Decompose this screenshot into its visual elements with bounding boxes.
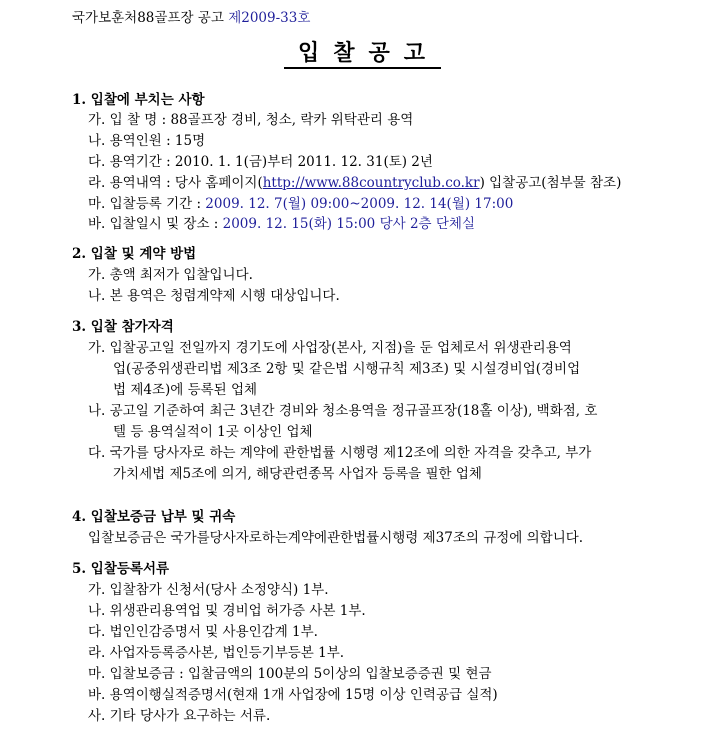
- s5-item-e: 마. 입찰보증금 : 입찰금액의 100분의 5이상의 입찰보증증권 및 현금: [88, 666, 492, 682]
- s5-item-d: 라. 사업자등록증사본, 법인등기부등본 1부.: [88, 645, 345, 661]
- section-2-heading: 2. 입찰 및 계약 방법: [72, 246, 197, 262]
- s2-item-a: 가. 총액 최저가 입찰입니다.: [88, 267, 253, 283]
- s1-item-bid-date: 바. 입찰일시 및 장소 : 2009. 12. 15(화) 15:00 당사 2층 단체실: [88, 216, 475, 232]
- s3-item-c-line2: 가치세법 제5조에 의거, 해당관련종목 사업자 등록을 필한 업체: [113, 466, 482, 482]
- s1-item-period: 다. 용역기간 : 2010. 1. 1(금)부터 2011. 12. 31(토) 2년: [88, 154, 433, 170]
- s5-item-b: 나. 위생관리용역업 및 경비업 허가증 사본 1부.: [88, 603, 366, 619]
- registration-period: 2009. 12. 7(월) 09:00~2009. 12. 14(월) 17:00: [205, 196, 514, 212]
- s3-item-c-line1: 다. 국가를 당사자로 하는 계약에 관한법률 시행령 제12조에 의한 자격을 갖추고, 부가: [88, 445, 592, 461]
- s5-item-g: 사. 기타 당사가 요구하는 서류.: [88, 708, 271, 724]
- s1-item-details: 라. 용역내역 : 당사 홈페이지(http://www.88countryclub.co.kr) 입찰공고(첨부물 참조): [88, 175, 622, 191]
- section-5-heading: 5. 입찰등록서류: [72, 561, 170, 577]
- page-title: 입찰공고: [0, 36, 725, 67]
- s3-item-a-line1: 가. 입찰공고일 전일까지 경기도에 사업장(본사, 지점)을 둔 업체로서 위생관리용역: [88, 340, 572, 356]
- section-1-heading: 1. 입찰에 부치는 사항: [72, 92, 205, 108]
- section-4-heading: 4. 입찰보증금 납부 및 귀속: [72, 509, 236, 525]
- bid-date-place: 2009. 12. 15(화) 15:00 당사 2층 단체실: [222, 216, 475, 232]
- org-name: 국가보훈처88골프장 공고: [72, 10, 224, 26]
- s3-item-b-line1: 나. 공고일 기준하여 최근 3년간 경비와 청소용역을 정규골프장(18홀 이상), 백화점, 호: [88, 403, 598, 419]
- s1-item-registration: 마. 입찰등록 기간 : 2009. 12. 7(월) 09:00~2009. 12. 14(월) 17:00: [88, 196, 514, 212]
- homepage-link[interactable]: http://www.88countryclub.co.kr: [262, 175, 480, 191]
- s1-item-name: 가. 입 찰 명 : 88골프장 경비, 청소, 락카 위탁관리 용역: [88, 112, 414, 128]
- section-3-heading: 3. 입찰 참가자격: [72, 319, 174, 335]
- s3-item-b-line2: 텔 등 용역실적이 1곳 이상인 업체: [113, 424, 313, 440]
- s1-item-staff: 나. 용역인원 : 15명: [88, 133, 206, 149]
- s2-item-b: 나. 본 용역은 청렴계약제 시행 대상입니다.: [88, 288, 340, 304]
- notice-number: 제2009-33호: [228, 10, 311, 26]
- s3-item-a-line3: 법 제4조)에 등록된 업체: [113, 382, 258, 398]
- s5-item-a: 가. 입찰참가 신청서(당사 소정양식) 1부.: [88, 582, 329, 598]
- s4-item-a: 입찰보증금은 국가를당사자로하는계약에관한법률시행령 제37조의 규정에 의합니다.: [88, 530, 584, 546]
- notice-header: [72, 8, 310, 28]
- s5-item-f: 바. 용역이행실적증명서(현재 1개 사업장에 15명 이상 인력공급 실적): [88, 687, 498, 703]
- s3-item-a-line2: 업(공중위생관리법 제3조 2항 및 같은법 시행규칙 제3조) 및 시설경비업(경비업: [113, 361, 581, 377]
- s5-item-c: 다. 법인인감증명서 및 사용인감계 1부.: [88, 624, 318, 640]
